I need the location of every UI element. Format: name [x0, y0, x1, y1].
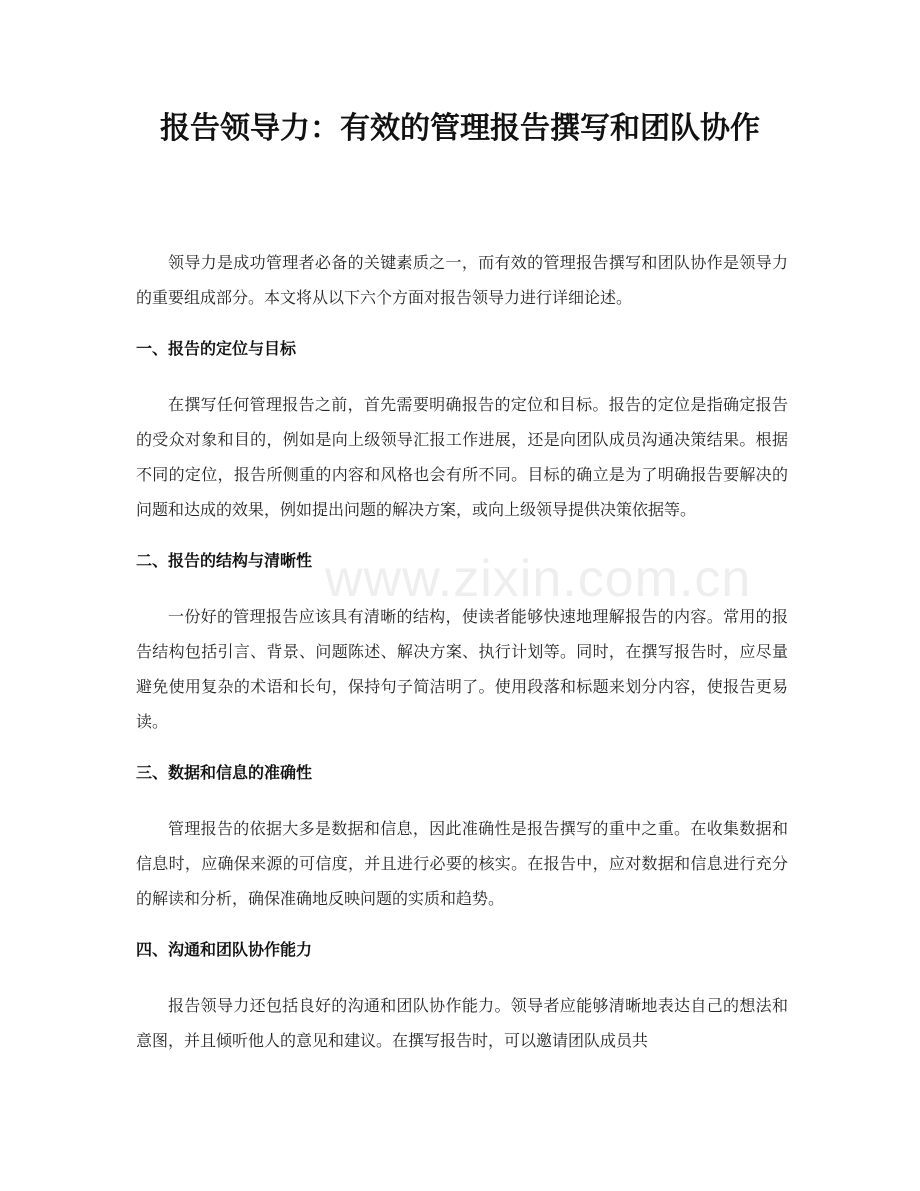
- section-structure: [136, 545, 788, 739]
- section-paragraph: 管理报告的依据大多是数据和信息，因此准确性是报告撰写的重中之重。在收集数据和信息时，应确保来源的可信度，并且进行必要的核实。在报告中，应对数据和信息进行充分的解读和分析，确保准确地反映问题的实质和趋势。: [136, 819, 788, 908]
- section-paragraph: 报告领导力还包括良好的沟通和团队协作能力。领导者应能够清晰地表达自己的想法和意图，并且倾听他人的意见和建议。在撰写报告时，可以邀请团队成员共: [136, 996, 788, 1050]
- section-accuracy: [136, 757, 788, 916]
- section-paragraph: 在撰写任何管理报告之前，首先需要明确报告的定位和目标。报告的定位是指确定报告的受众对象和目的，例如是向上级领导汇报工作进展，还是向团队成员沟通决策结果。根据不同的定位，报告所侧重的内容和风格也会有所不同。目标的确立是为了明确报告要解决的问题和达成的效果，例如提出问题的解决方案，或向上级领导提供决策依据等。: [136, 395, 788, 519]
- document-title: 报告领导力：有效的管理报告撰写和团队协作: [160, 111, 760, 146]
- section-heading: 四、沟通和团队协作能力: [136, 940, 313, 959]
- intro-paragraph: 领导力是成功管理者必备的关键素质之一，而有效的管理报告撰写和团队协作是领导力的重要组成部分。本文将从以下六个方面对报告领导力进行详细论述。: [136, 253, 788, 307]
- document-body: [136, 245, 788, 1076]
- section-paragraph: 一份好的管理报告应该具有清晰的结构，使读者能够快速地理解报告的内容。常用的报告结构包括引言、背景、问题陈述、解决方案、执行计划等。同时，在撰写报告时，应尽量避免使用复杂的术语和长句，保持句子简洁明了。使用段落和标题来划分内容，使报告更易读。: [136, 607, 788, 731]
- section-communication: [136, 934, 788, 1058]
- section-heading: 一、报告的定位与目标: [136, 339, 297, 358]
- section-heading: 三、数据和信息的准确性: [136, 763, 313, 782]
- section-positioning: [136, 333, 788, 527]
- section-heading: 二、报告的结构与清晰性: [136, 551, 313, 570]
- watermark: www.zixin.com.cn: [325, 550, 752, 608]
